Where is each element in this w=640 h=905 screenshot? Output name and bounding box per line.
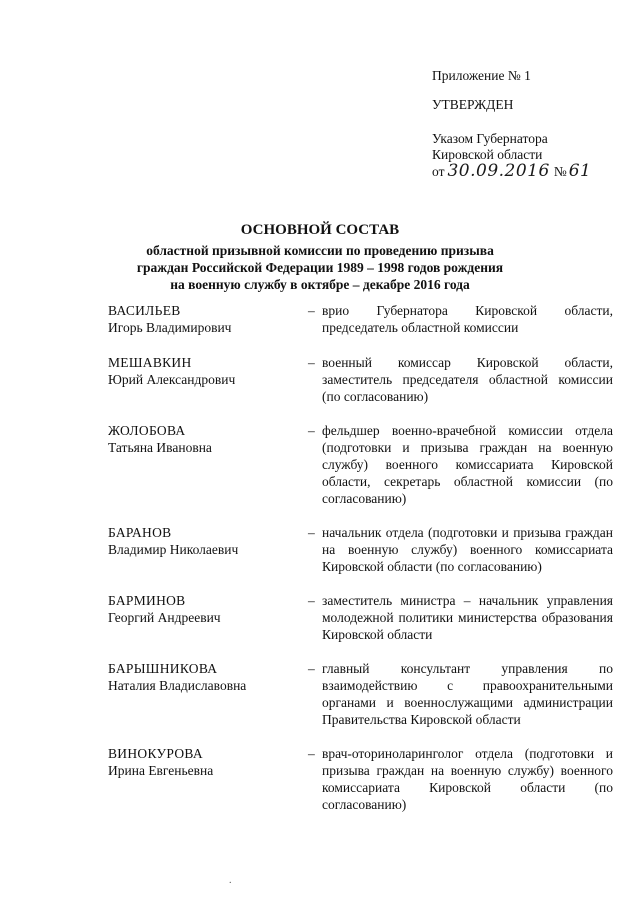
approved-label: УТВЕРЖДЕН: [432, 97, 514, 112]
role-description: врио Губернатора Кировской области, председатель областной комиссии: [322, 303, 613, 335]
member-name: [108, 354, 308, 405]
heading-line-2: граждан Российской Федерации 1989 – 1998 годов рождения: [136, 260, 504, 275]
role-dash: –: [308, 423, 315, 438]
decree-date-line: [432, 163, 632, 180]
member-row: [108, 524, 618, 575]
role-dash: –: [308, 593, 315, 608]
role-description: начальник отдела (подготовки и призыва граждан на военную службу) военного комиссариата Кировской области (по согласованию): [322, 525, 613, 574]
member-given-name: Юрий Александрович: [108, 372, 236, 387]
member-given-name: Георгий Андреевич: [108, 610, 221, 625]
date-prefix: от: [432, 164, 445, 179]
member-surname: БАРМИНОВ: [108, 593, 186, 608]
decree-line-1: Указом Губернатора: [432, 131, 548, 146]
member-name: [108, 422, 308, 507]
role-description: врач-оториноларинголог отдела (подготовки и призыва граждан на военную службу) военного комиссариата Кировской области (по согласованию): [322, 746, 613, 812]
member-row: [108, 745, 618, 813]
approval-block: [432, 68, 632, 180]
member-row: [108, 302, 618, 336]
member-role: [308, 745, 613, 813]
member-name: [108, 524, 308, 575]
role-description: фельдшер военно-врачебной комиссии отдела (подготовки и призыва граждан на военную службу) военного комиссариата Кировской области, секретарь областной комиссии (по согласованию): [322, 423, 613, 506]
member-surname: ВИНОКУРОВА: [108, 746, 203, 761]
role-description: заместитель министра – начальник управления молодежной политики министерства образования Кировской области: [322, 593, 613, 642]
role-description: военный комиссар Кировской области, заместитель председателя областной комиссии (по согласованию): [322, 355, 613, 404]
member-name: [108, 302, 308, 336]
page-mark: .: [229, 875, 232, 886]
member-surname: ЖОЛОБОВА: [108, 423, 186, 438]
role-dash: –: [308, 303, 315, 318]
member-given-name: Наталия Владиславовна: [108, 678, 247, 693]
member-surname: МЕШАВКИН: [108, 355, 192, 370]
member-given-name: Игорь Владимирович: [108, 320, 232, 335]
decree-line-2: Кировской области: [432, 147, 543, 162]
heading-line-3: на военную службу в октябре – декабре 2016 года: [170, 277, 470, 292]
member-given-name: Татьяна Ивановна: [108, 440, 212, 455]
member-name: [108, 660, 308, 728]
member-name: [108, 592, 308, 643]
role-dash: –: [308, 355, 315, 370]
role-dash: –: [308, 661, 315, 676]
member-role: [308, 592, 613, 643]
member-role: [308, 354, 613, 405]
member-surname: БАРАНОВ: [108, 525, 172, 540]
member-name: [108, 745, 308, 813]
role-dash: –: [308, 746, 315, 761]
member-row: [108, 592, 618, 643]
member-row: [108, 354, 618, 405]
document-title: ОСНОВНОЙ СОСТАВ: [240, 222, 400, 238]
member-role: [308, 422, 613, 507]
heading-line-1: областной призывной комиссии по проведению призыва: [146, 243, 494, 258]
member-list: [108, 302, 618, 813]
handwritten-number: 61: [568, 161, 592, 181]
role-description: главный консультант управления по взаимодействию с правоохранительными органами и военнослужащими администрации Правительства Кировской области: [322, 661, 613, 727]
document-heading: [100, 220, 540, 293]
member-surname: ВАСИЛЬЕВ: [108, 303, 181, 318]
member-role: [308, 524, 613, 575]
member-surname: БАРЫШНИКОВА: [108, 661, 218, 676]
member-role: [308, 660, 613, 728]
member-given-name: Ирина Евгеньевна: [108, 763, 214, 778]
appendix-label: Приложение № 1: [432, 68, 531, 83]
member-row: [108, 422, 618, 507]
number-prefix: №: [553, 164, 567, 179]
member-given-name: Владимир Николаевич: [108, 542, 239, 557]
member-row: [108, 660, 618, 728]
handwritten-date: 30.09.2016: [447, 161, 550, 181]
member-role: [308, 302, 613, 336]
role-dash: –: [308, 525, 315, 540]
